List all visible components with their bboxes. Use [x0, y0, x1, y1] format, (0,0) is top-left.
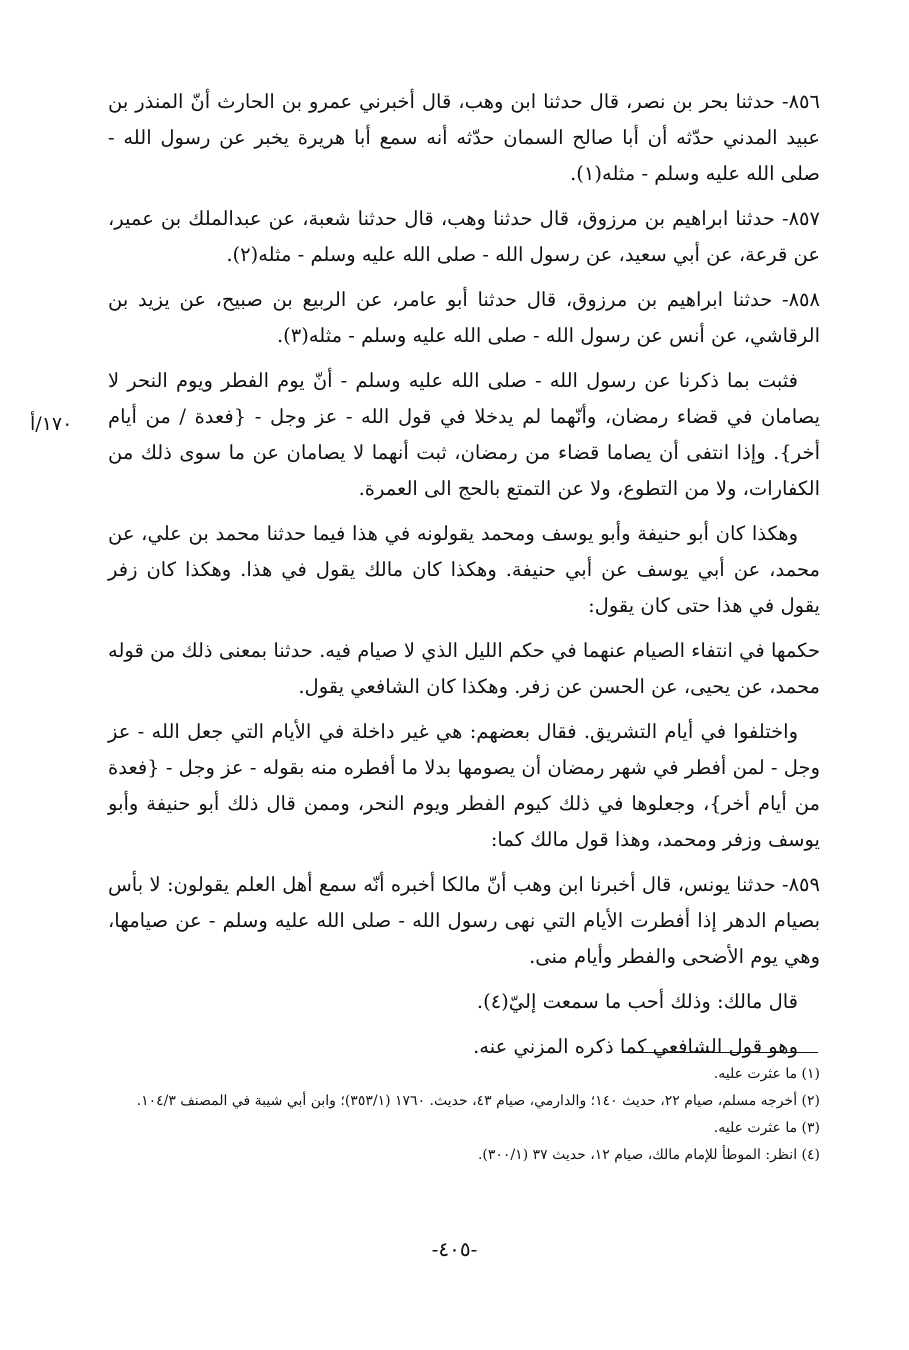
footnote-3: (٣) ما عثرت عليه. — [713, 1120, 820, 1136]
paragraph-hukm: حكمها في انتفاء الصيام عنهما في حكم الليل الذي لا صيام فيه. حدثنا بمعنى ذلك من قوله محمد، عن يحيى، عن الحسن عن زفر. وهكذا كان الشافعي يقول. — [108, 639, 820, 698]
paragraph-tashriq: واختلفوا في أيام التشريق. فقال بعضهم: هي غير داخلة في الأيام التي جعل الله - عز وجل - لمن أفطر في شهر رمضان أن يصومها بدلا ما أفطره منه بقوله - عز وجل - {فعدة من أيام أخر}، وجعلوها في ذلك كيوم الفطر ويوم النحر، وممن قال ذلك أبو حنيفة وأبو يوسف وزفر ومحمد، وهذا قول مالك كما: — [108, 720, 820, 851]
paragraph-shafii: وهو قول الشافعي كما ذكره المزني عنه. — [473, 1035, 798, 1058]
folio-margin-note: ١٧٠/أ — [30, 413, 73, 435]
hadith-858: ٨٥٨- حدثنا ابراهيم بن مرزوق، قال حدثنا أبو عامر، عن الربيع بن صبيح، عن يزيد بن الرقاشي، عن أنس عن رسول الله - صلى الله عليه وسلم - مثله(٣). — [108, 288, 820, 347]
footnote-1: (١) ما عثرت عليه. — [713, 1066, 820, 1082]
hadith-857: ٨٥٧- حدثنا ابراهيم بن مرزوق، قال حدثنا وهب، قال حدثنا شعبة، عن عبدالملك بن عمير، عن قرعة، عن أبي سعيد، عن رسول الله - صلى الله عليه وسلم - مثله(٢). — [108, 207, 820, 266]
hadith-859: ٨٥٩- حدثنا يونس، قال أخبرنا ابن وهب أنّ مالكا أخبره أنّه سمع أهل العلم يقولون: لا بأس بصيام الدهر إذا أفطرت الأيام التي نهى رسول الله - صلى الله عليه وسلم - عن صيامها، وهي يوم الأضحى والفطر وأيام منى. — [108, 873, 820, 968]
footnote-separator — [622, 1052, 818, 1053]
paragraph-conclusion: فثبت بما ذكرنا عن رسول الله - صلى الله عليه وسلم - أنّ يوم الفطر ويوم النحر لا يصامان في قضاء رمضان، وأنّهما لم يدخلا في قول الله - عز وجل - {فعدة / من أيام أخر}. وإذا انتفى أن يصاما قضاء من رمضان، ثبت أنهما لا يصامان عن ما سوى ذلك من الكفارات، ولا من التطوع، ولا عن التمتع بالحج الى العمرة. — [108, 369, 820, 500]
hadith-856: ٨٥٦- حدثنا بحر بن نصر، قال حدثنا ابن وهب، قال أخبرني عمرو بن الحارث أنّ المنذر بن عبيد المدني حدّثه أن أبا صالح السمان حدّثه أنه سمع أبا هريرة يخبر عن رسول الله - صلى الله عليه وسلم - مثله(١). — [108, 90, 820, 185]
paragraph-abu-hanifa: وهكذا كان أبو حنيفة وأبو يوسف ومحمد يقولونه في هذا فيما حدثنا محمد بن علي، عن محمد، عن أبي يوسف عن أبي حنيفة. وهكذا كان مالك يقول في هذا. وهكذا كان زفر يقول في هذا حتى كان يقول: — [108, 522, 820, 617]
main-text — [108, 84, 820, 1074]
page-number: -٤٠٥- — [431, 1237, 478, 1261]
footnote-2: (٢) أخرجه مسلم، صيام ٢٢، حديث ١٤٠؛ والدارمي، صيام ٤٣، حديث. ١٧٦٠ (٣٥٣/١)؛ وابن أبي شيبة في المصنف ١٠٤/٣. — [136, 1093, 820, 1109]
paragraph-malik-quote: قال مالك: وذلك أحب ما سمعت إليّ(٤). — [476, 990, 798, 1013]
footnote-4: (٤) انظر: الموطأ للإمام مالك، صيام ١٢، حديث ٣٧ (٣٠٠/١). — [477, 1147, 820, 1163]
footnotes — [108, 1062, 820, 1170]
